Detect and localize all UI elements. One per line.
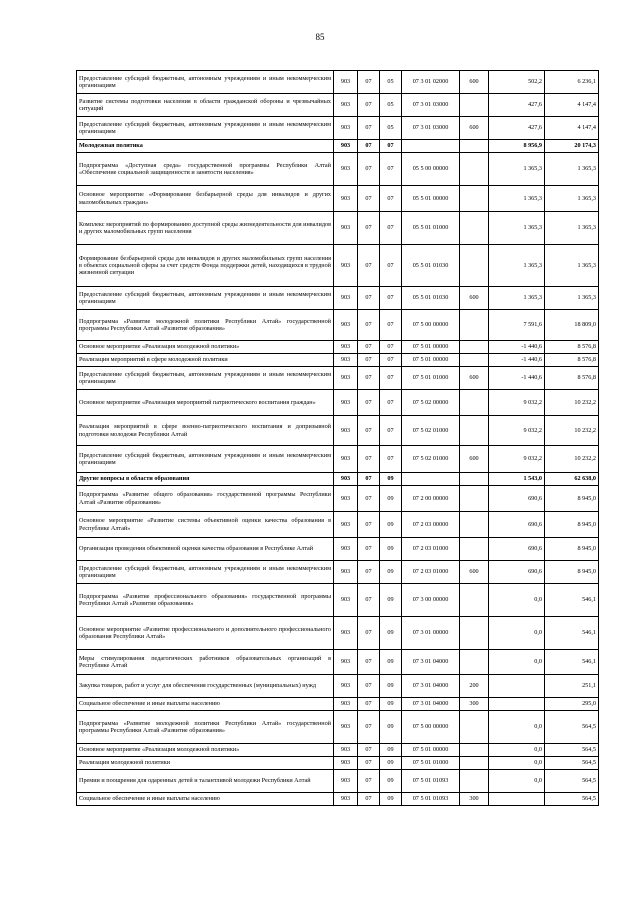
row-amount-change-cell: 0,0 <box>489 650 545 675</box>
row-target-article-cell: 07 5 00 00000 <box>402 711 460 744</box>
row-name-cell: Основное мероприятие «Развитие профессионального и дополнительного профессионального образования Республики Алтай» <box>77 617 334 650</box>
row-expense-type-cell <box>460 486 489 512</box>
row-amount-total-cell: 8 576,8 <box>545 354 599 367</box>
row-amount-change-cell: -1 440,6 <box>489 367 545 390</box>
table-row <box>77 584 599 617</box>
row-subsection-cell: 05 <box>380 71 402 94</box>
row-section-cell: 07 <box>358 650 380 675</box>
row-ved-cell: 903 <box>334 617 358 650</box>
row-name-cell: Подпрограмма «Развитие молодежной политики Республики Алтай» государственной программы Республики Алтай «Развитие образования» <box>77 711 334 744</box>
row-amount-change-cell: 1 365,3 <box>489 287 545 310</box>
row-expense-type-cell <box>460 744 489 757</box>
row-amount-change-cell: 1 365,3 <box>489 153 545 186</box>
row-section-cell: 07 <box>358 486 380 512</box>
row-target-article-cell: 07 5 01 00000 <box>402 744 460 757</box>
row-name-cell: Предоставление субсидий бюджетным, автономным учреждениям и иным некоммерческим организациям <box>77 287 334 310</box>
row-ved-cell: 903 <box>334 446 358 473</box>
row-section-cell: 07 <box>358 770 380 793</box>
row-ved-cell: 903 <box>334 245 358 287</box>
row-subsection-cell: 09 <box>380 650 402 675</box>
row-target-article-cell: 07 5 01 01093 <box>402 793 460 806</box>
table-row <box>77 770 599 793</box>
row-expense-type-cell <box>460 538 489 561</box>
row-expense-type-cell: 600 <box>460 446 489 473</box>
row-amount-change-cell: 0,0 <box>489 770 545 793</box>
row-expense-type-cell <box>460 341 489 354</box>
row-section-cell: 07 <box>358 584 380 617</box>
row-amount-total-cell: 20 174,3 <box>545 140 599 153</box>
row-ved-cell: 903 <box>334 390 358 416</box>
table-row <box>77 212 599 245</box>
row-amount-change-cell: 1 543,0 <box>489 473 545 486</box>
row-subsection-cell: 09 <box>380 538 402 561</box>
row-target-article-cell: 07 5 01 00000 <box>402 341 460 354</box>
table-row <box>77 473 599 486</box>
row-ved-cell: 903 <box>334 561 358 584</box>
row-amount-change-cell <box>489 793 545 806</box>
row-amount-change-cell: -1 440,6 <box>489 341 545 354</box>
row-name-cell: Организация проведения объективной оценки качества образования в Республике Алтай <box>77 538 334 561</box>
row-target-article-cell: 07 5 02 00000 <box>402 390 460 416</box>
row-section-cell: 07 <box>358 512 380 538</box>
row-amount-change-cell: 9 032,2 <box>489 390 545 416</box>
row-amount-change-cell: -1 440,6 <box>489 354 545 367</box>
row-name-cell: Подпрограмма «Развитие общего образования» государственной программы Республики Алтай «Развитие образования» <box>77 486 334 512</box>
row-section-cell: 07 <box>358 153 380 186</box>
row-target-article-cell: 07 3 01 03000 <box>402 94 460 117</box>
row-target-article-cell: 07 2 03 01000 <box>402 538 460 561</box>
row-subsection-cell: 07 <box>380 212 402 245</box>
row-amount-total-cell: 8 945,0 <box>545 512 599 538</box>
row-amount-total-cell: 10 232,2 <box>545 390 599 416</box>
row-amount-total-cell: 10 232,2 <box>545 446 599 473</box>
row-subsection-cell: 07 <box>380 367 402 390</box>
row-section-cell: 07 <box>358 390 380 416</box>
row-ved-cell: 903 <box>334 770 358 793</box>
row-expense-type-cell <box>460 584 489 617</box>
row-target-article-cell: 07 5 01 01093 <box>402 770 460 793</box>
row-name-cell: Реализация молодежной политики <box>77 757 334 770</box>
row-expense-type-cell: 600 <box>460 367 489 390</box>
row-section-cell: 07 <box>358 793 380 806</box>
row-name-cell: Реализация мероприятий в сфере военно-патриотического воспитания и допризывной подготовки молодежи Республики Алтай <box>77 416 334 446</box>
row-subsection-cell: 09 <box>380 757 402 770</box>
row-section-cell: 07 <box>358 711 380 744</box>
row-target-article-cell: 05 5 00 00000 <box>402 153 460 186</box>
row-subsection-cell: 09 <box>380 584 402 617</box>
row-name-cell: Меры стимулирования педагогических работников образовательных организаций в Республике Алтай <box>77 650 334 675</box>
table-row <box>77 140 599 153</box>
row-name-cell: Основное мероприятие «Развитие системы объективной оценки качества образования в Республике Алтай» <box>77 512 334 538</box>
row-ved-cell: 903 <box>334 698 358 711</box>
row-expense-type-cell <box>460 354 489 367</box>
row-amount-total-cell: 564,5 <box>545 757 599 770</box>
row-name-cell: Основное мероприятие «Формирование безбарьерной среды для инвалидов и других маломобильных граждан» <box>77 186 334 212</box>
table-row <box>77 390 599 416</box>
row-ved-cell: 903 <box>334 287 358 310</box>
row-ved-cell: 903 <box>334 212 358 245</box>
row-name-cell: Формирование безбарьерной среды для инвалидов и других маломобильных групп населения в объектах социальной сферы за счет средств Фонда поддержки детей, находящихся в трудной жизненной ситуации <box>77 245 334 287</box>
table-row <box>77 341 599 354</box>
row-target-article-cell: 07 3 01 03000 <box>402 117 460 140</box>
row-subsection-cell: 09 <box>380 486 402 512</box>
row-expense-type-cell: 300 <box>460 698 489 711</box>
row-amount-total-cell: 564,5 <box>545 711 599 744</box>
row-amount-total-cell: 546,1 <box>545 617 599 650</box>
row-expense-type-cell: 600 <box>460 71 489 94</box>
row-name-cell: Социальное обеспечение и иные выплаты населению <box>77 793 334 806</box>
row-amount-change-cell: 9 032,2 <box>489 446 545 473</box>
row-ved-cell: 903 <box>334 94 358 117</box>
row-ved-cell: 903 <box>334 744 358 757</box>
row-name-cell: Реализация мероприятий в сфере молодежной политики <box>77 354 334 367</box>
row-amount-change-cell: 690,6 <box>489 486 545 512</box>
row-subsection-cell: 09 <box>380 711 402 744</box>
row-amount-change-cell: 0,0 <box>489 757 545 770</box>
row-section-cell: 07 <box>358 140 380 153</box>
table-row <box>77 711 599 744</box>
row-name-cell: Основное мероприятие «Реализация мероприятий патриотического воспитания граждан» <box>77 390 334 416</box>
row-subsection-cell: 07 <box>380 140 402 153</box>
row-subsection-cell: 07 <box>380 354 402 367</box>
row-subsection-cell: 09 <box>380 675 402 698</box>
table-row <box>77 416 599 446</box>
row-expense-type-cell: 300 <box>460 793 489 806</box>
row-section-cell: 07 <box>358 287 380 310</box>
row-target-article-cell: 05 5 01 01030 <box>402 287 460 310</box>
row-ved-cell: 903 <box>334 538 358 561</box>
row-target-article-cell: 05 5 01 01030 <box>402 245 460 287</box>
table-row <box>77 698 599 711</box>
row-section-cell: 07 <box>358 538 380 561</box>
row-section-cell: 07 <box>358 675 380 698</box>
row-expense-type-cell <box>460 245 489 287</box>
row-expense-type-cell: 600 <box>460 287 489 310</box>
row-amount-total-cell: 8 945,0 <box>545 538 599 561</box>
table-row <box>77 117 599 140</box>
row-amount-total-cell: 564,5 <box>545 793 599 806</box>
row-target-article-cell: 07 2 03 00000 <box>402 512 460 538</box>
row-section-cell: 07 <box>358 117 380 140</box>
row-name-cell: Закупка товаров, работ и услуг для обеспечения государственных (муниципальных) нужд <box>77 675 334 698</box>
row-target-article-cell: 07 5 01 00000 <box>402 354 460 367</box>
row-amount-total-cell: 546,1 <box>545 650 599 675</box>
table-row <box>77 757 599 770</box>
row-expense-type-cell: 600 <box>460 561 489 584</box>
row-amount-change-cell: 8 956,9 <box>489 140 545 153</box>
row-expense-type-cell <box>460 757 489 770</box>
row-target-article-cell: 07 5 02 01000 <box>402 446 460 473</box>
row-subsection-cell: 09 <box>380 512 402 538</box>
row-expense-type-cell <box>460 512 489 538</box>
row-expense-type-cell <box>460 416 489 446</box>
row-amount-total-cell: 564,5 <box>545 770 599 793</box>
row-expense-type-cell <box>460 770 489 793</box>
row-name-cell: Предоставление субсидий бюджетным, автономным учреждениям и иным некоммерческим организациям <box>77 446 334 473</box>
table-row <box>77 486 599 512</box>
table-row <box>77 245 599 287</box>
row-target-article-cell: 07 5 02 01000 <box>402 416 460 446</box>
row-expense-type-cell <box>460 711 489 744</box>
row-subsection-cell: 07 <box>380 310 402 341</box>
row-expense-type-cell <box>460 617 489 650</box>
row-ved-cell: 903 <box>334 140 358 153</box>
row-section-cell: 07 <box>358 744 380 757</box>
row-subsection-cell: 07 <box>380 287 402 310</box>
table-row <box>77 675 599 698</box>
row-amount-change-cell <box>489 675 545 698</box>
row-amount-total-cell: 564,5 <box>545 744 599 757</box>
row-amount-change-cell <box>489 698 545 711</box>
row-amount-change-cell: 502,2 <box>489 71 545 94</box>
row-amount-change-cell: 427,6 <box>489 94 545 117</box>
row-ved-cell: 903 <box>334 473 358 486</box>
row-amount-change-cell: 690,6 <box>489 561 545 584</box>
row-section-cell: 07 <box>358 245 380 287</box>
row-target-article-cell: 05 5 01 01000 <box>402 212 460 245</box>
row-amount-change-cell: 0,0 <box>489 584 545 617</box>
table-row <box>77 367 599 390</box>
row-name-cell: Предоставление субсидий бюджетным, автономным учреждениям и иным некоммерческим организациям <box>77 367 334 390</box>
row-ved-cell: 903 <box>334 793 358 806</box>
row-ved-cell: 903 <box>334 486 358 512</box>
row-amount-total-cell: 8 576,8 <box>545 367 599 390</box>
row-amount-total-cell: 18 809,0 <box>545 310 599 341</box>
table-row <box>77 561 599 584</box>
row-amount-change-cell: 9 032,2 <box>489 416 545 446</box>
table-row <box>77 287 599 310</box>
row-expense-type-cell <box>460 310 489 341</box>
row-ved-cell: 903 <box>334 117 358 140</box>
table-row <box>77 153 599 186</box>
row-amount-change-cell: 1 365,3 <box>489 186 545 212</box>
row-ved-cell: 903 <box>334 512 358 538</box>
row-name-cell: Основное мероприятие «Реализация молодежной политики» <box>77 341 334 354</box>
row-target-article-cell: 07 3 01 04000 <box>402 650 460 675</box>
row-section-cell: 07 <box>358 310 380 341</box>
row-subsection-cell: 07 <box>380 341 402 354</box>
row-section-cell: 07 <box>358 473 380 486</box>
row-target-article-cell: 07 3 00 00000 <box>402 584 460 617</box>
row-amount-total-cell: 1 365,3 <box>545 212 599 245</box>
row-name-cell: Подпрограмма «Развитие молодежной политики Республики Алтай» государственной программы Республики Алтай «Развитие образования» <box>77 310 334 341</box>
row-subsection-cell: 09 <box>380 561 402 584</box>
table-row <box>77 71 599 94</box>
table-row <box>77 354 599 367</box>
row-ved-cell: 903 <box>334 416 358 446</box>
row-amount-total-cell: 1 365,3 <box>545 245 599 287</box>
row-section-cell: 07 <box>358 617 380 650</box>
row-name-cell: Премии и поощрения для одаренных детей и талантливой молодежи Республики Алтай <box>77 770 334 793</box>
row-name-cell: Предоставление субсидий бюджетным, автономным учреждениям и иным некоммерческим организациям <box>77 71 334 94</box>
row-ved-cell: 903 <box>334 341 358 354</box>
table-row <box>77 538 599 561</box>
row-ved-cell: 903 <box>334 711 358 744</box>
row-amount-change-cell: 7 591,6 <box>489 310 545 341</box>
row-amount-total-cell: 4 147,4 <box>545 117 599 140</box>
table-row <box>77 512 599 538</box>
row-expense-type-cell <box>460 473 489 486</box>
row-section-cell: 07 <box>358 212 380 245</box>
budget-table-body <box>77 71 599 806</box>
row-subsection-cell: 09 <box>380 473 402 486</box>
row-amount-change-cell: 690,6 <box>489 512 545 538</box>
table-row <box>77 744 599 757</box>
row-amount-change-cell: 1 365,3 <box>489 245 545 287</box>
row-ved-cell: 903 <box>334 153 358 186</box>
row-name-cell: Комплекс мероприятий по формированию доступной среды жизнедеятельности для инвалидов и других маломобильных групп населения <box>77 212 334 245</box>
row-amount-total-cell: 1 365,3 <box>545 153 599 186</box>
row-ved-cell: 903 <box>334 310 358 341</box>
row-amount-total-cell: 295,0 <box>545 698 599 711</box>
row-ved-cell: 903 <box>334 650 358 675</box>
row-expense-type-cell: 600 <box>460 117 489 140</box>
row-subsection-cell: 09 <box>380 793 402 806</box>
row-expense-type-cell <box>460 212 489 245</box>
row-target-article-cell: 07 5 01 01000 <box>402 757 460 770</box>
row-target-article-cell <box>402 140 460 153</box>
table-row <box>77 186 599 212</box>
row-expense-type-cell <box>460 390 489 416</box>
row-subsection-cell: 09 <box>380 617 402 650</box>
row-name-cell: Основное мероприятие «Реализация молодежной политики» <box>77 744 334 757</box>
row-subsection-cell: 05 <box>380 94 402 117</box>
row-expense-type-cell <box>460 153 489 186</box>
row-target-article-cell: 05 5 01 00000 <box>402 186 460 212</box>
table-row <box>77 310 599 341</box>
row-section-cell: 07 <box>358 341 380 354</box>
row-name-cell: Подпрограмма «Доступная среда» государственной программы Республики Алтай «Обеспечение социальной защищенности и занятости населения» <box>77 153 334 186</box>
row-expense-type-cell <box>460 94 489 117</box>
row-subsection-cell: 07 <box>380 390 402 416</box>
table-row <box>77 793 599 806</box>
row-amount-total-cell: 62 638,0 <box>545 473 599 486</box>
row-amount-total-cell: 1 365,3 <box>545 186 599 212</box>
row-subsection-cell: 07 <box>380 153 402 186</box>
row-subsection-cell: 07 <box>380 186 402 212</box>
row-name-cell: Развитие системы подготовки населения в области гражданской обороны и чрезвычайных ситуаций <box>77 94 334 117</box>
row-subsection-cell: 07 <box>380 416 402 446</box>
row-target-article-cell: 07 3 01 02000 <box>402 71 460 94</box>
page-number: 85 <box>315 32 325 42</box>
table-row <box>77 446 599 473</box>
row-expense-type-cell: 200 <box>460 675 489 698</box>
row-amount-change-cell: 0,0 <box>489 744 545 757</box>
row-amount-total-cell: 4 147,4 <box>545 94 599 117</box>
row-section-cell: 07 <box>358 446 380 473</box>
row-name-cell: Молодежная политика <box>77 140 334 153</box>
row-target-article-cell: 07 3 01 04000 <box>402 698 460 711</box>
table-row <box>77 650 599 675</box>
row-target-article-cell: 07 5 00 00000 <box>402 310 460 341</box>
row-amount-change-cell: 0,0 <box>489 711 545 744</box>
row-name-cell: Другие вопросы в области образования <box>77 473 334 486</box>
row-ved-cell: 903 <box>334 71 358 94</box>
row-subsection-cell: 09 <box>380 770 402 793</box>
row-amount-total-cell: 251,1 <box>545 675 599 698</box>
row-subsection-cell: 07 <box>380 446 402 473</box>
row-amount-total-cell: 6 236,1 <box>545 71 599 94</box>
row-section-cell: 07 <box>358 416 380 446</box>
row-section-cell: 07 <box>358 186 380 212</box>
row-target-article-cell: 07 3 01 00000 <box>402 617 460 650</box>
row-name-cell: Предоставление субсидий бюджетным, автономным учреждениям и иным некоммерческим организациям <box>77 117 334 140</box>
row-ved-cell: 903 <box>334 675 358 698</box>
row-ved-cell: 903 <box>334 367 358 390</box>
row-ved-cell: 903 <box>334 757 358 770</box>
row-target-article-cell: 07 5 01 01000 <box>402 367 460 390</box>
row-name-cell: Предоставление субсидий бюджетным, автономным учреждениям и иным некоммерческим организациям <box>77 561 334 584</box>
row-amount-total-cell: 8 945,0 <box>545 486 599 512</box>
row-section-cell: 07 <box>358 698 380 711</box>
row-name-cell: Социальное обеспечение и иные выплаты населению <box>77 698 334 711</box>
row-expense-type-cell <box>460 140 489 153</box>
row-section-cell: 07 <box>358 94 380 117</box>
row-expense-type-cell <box>460 186 489 212</box>
row-amount-total-cell: 8 576,8 <box>545 341 599 354</box>
row-amount-change-cell: 427,6 <box>489 117 545 140</box>
row-subsection-cell: 07 <box>380 245 402 287</box>
row-section-cell: 07 <box>358 757 380 770</box>
row-section-cell: 07 <box>358 561 380 584</box>
row-amount-total-cell: 1 365,3 <box>545 287 599 310</box>
row-target-article-cell <box>402 473 460 486</box>
row-amount-total-cell: 546,1 <box>545 584 599 617</box>
row-amount-change-cell: 690,6 <box>489 538 545 561</box>
row-amount-change-cell: 0,0 <box>489 617 545 650</box>
row-name-cell: Подпрограмма «Развитие профессионального образования» государственной программы Республики Алтай «Развитие образования» <box>77 584 334 617</box>
row-amount-total-cell: 8 945,0 <box>545 561 599 584</box>
row-ved-cell: 903 <box>334 354 358 367</box>
row-subsection-cell: 09 <box>380 698 402 711</box>
row-amount-change-cell: 1 365,3 <box>489 212 545 245</box>
row-ved-cell: 903 <box>334 584 358 617</box>
row-target-article-cell: 07 3 01 04000 <box>402 675 460 698</box>
row-amount-total-cell: 10 232,2 <box>545 416 599 446</box>
row-subsection-cell: 05 <box>380 117 402 140</box>
row-ved-cell: 903 <box>334 186 358 212</box>
table-row <box>77 94 599 117</box>
row-section-cell: 07 <box>358 354 380 367</box>
budget-table <box>76 70 599 806</box>
row-section-cell: 07 <box>358 71 380 94</box>
row-expense-type-cell <box>460 650 489 675</box>
row-section-cell: 07 <box>358 367 380 390</box>
row-target-article-cell: 07 2 03 01000 <box>402 561 460 584</box>
row-subsection-cell: 09 <box>380 744 402 757</box>
table-row <box>77 617 599 650</box>
row-target-article-cell: 07 2 00 00000 <box>402 486 460 512</box>
